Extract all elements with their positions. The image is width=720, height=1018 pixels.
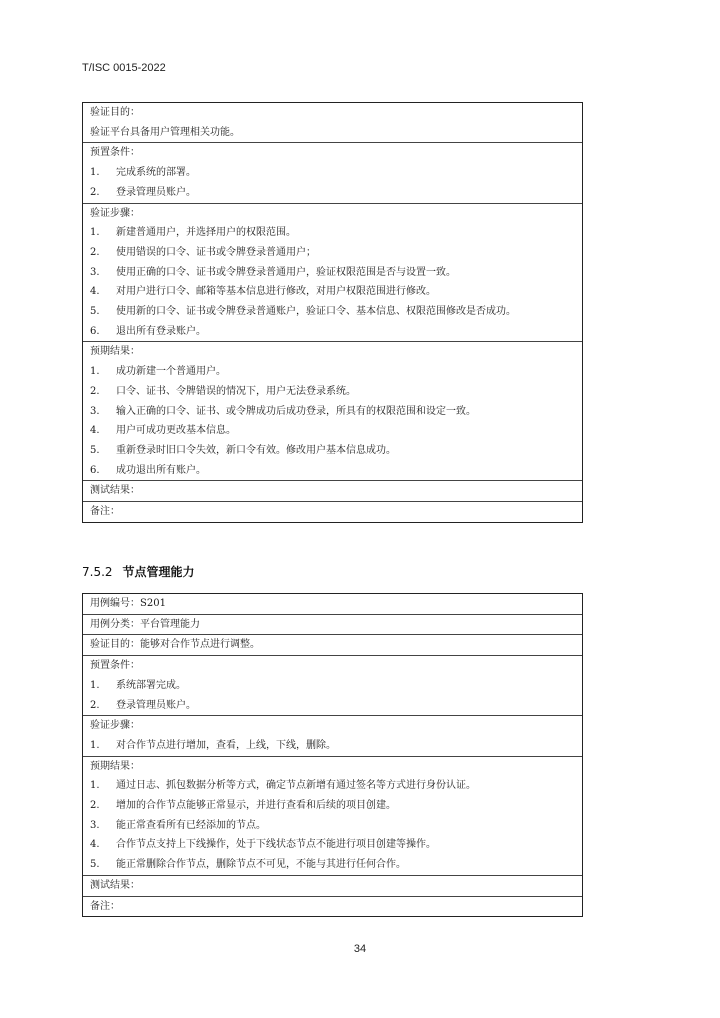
- section-heading: [82, 563, 195, 580]
- item-text: 重新登录时旧口令失效，新口令有效。修改用户基本信息成功。: [116, 444, 396, 456]
- item-text: 对合作节点进行增加，查看，上线，下线，删除。: [116, 739, 336, 751]
- item-number: 1.: [90, 739, 100, 751]
- list-item: [83, 382, 582, 402]
- list-item: [83, 776, 582, 796]
- list-item: [83, 362, 582, 382]
- item-number: 6.: [90, 464, 100, 476]
- list-item: [83, 835, 582, 855]
- list-item: [83, 816, 582, 836]
- case-id: 用例编号：S201: [90, 598, 166, 609]
- list-item: [83, 322, 582, 342]
- item-text: 通过日志、抓包数据分析等方式，确定节点新增有通过签名等方式进行身份认证。: [116, 780, 476, 792]
- list-item: [83, 696, 582, 716]
- item-number: 4.: [90, 839, 100, 851]
- item-text: 能正常查看所有已经添加的节点。: [116, 819, 266, 831]
- item-number: 2.: [90, 699, 100, 711]
- test-result-label: 测试结果：: [83, 480, 582, 501]
- objective-text: 验证平台具备用户管理相关功能。: [90, 126, 240, 138]
- item-number: 4.: [90, 286, 100, 298]
- item-text: 系统部署完成。: [116, 679, 186, 691]
- list-item: [83, 243, 582, 263]
- item-text: 用户可成功更改基本信息。: [116, 425, 236, 437]
- item-number: 2.: [90, 385, 100, 397]
- list-item: [83, 183, 582, 203]
- list-item: [83, 223, 582, 243]
- item-number: 2.: [90, 246, 100, 258]
- expected-results-label: 预期结果：: [83, 756, 582, 777]
- objective: 验证目的：能够对合作节点进行调整。: [83, 634, 582, 655]
- list-item: [83, 263, 582, 283]
- list-item: [83, 461, 582, 481]
- remarks-label: 备注：: [83, 501, 582, 522]
- item-number: 1.: [90, 366, 100, 378]
- item-text: 登录管理员账户。: [116, 699, 196, 711]
- item-text: 对用户进行口令、邮箱等基本信息进行修改，对用户权限范围进行修改。: [116, 286, 436, 298]
- item-number: 5.: [90, 306, 100, 318]
- item-text: 使用正确的口令、证书或令牌登录普通用户，验证权限范围是否与设置一致。: [116, 266, 456, 278]
- list-item: [83, 421, 582, 441]
- item-text: 输入正确的口令、证书、或令牌成功后成功登录，所具有的权限范围和设定一致。: [116, 405, 476, 417]
- test-case-table-user-management: [82, 102, 583, 523]
- item-number: 3.: [90, 266, 100, 278]
- steps-label: 验证步骤：: [83, 203, 582, 224]
- item-number: 3.: [90, 819, 100, 831]
- section-title: 节点管理能力: [122, 565, 195, 579]
- item-number: 1.: [90, 227, 100, 239]
- item-text: 增加的合作节点能够正常显示，并进行查看和后续的项目创建。: [116, 800, 396, 812]
- standard-code: T/ISC 0015-2022: [82, 62, 166, 74]
- item-text: 使用错误的口令、证书或令牌登录普通用户；: [116, 246, 316, 258]
- list-item: [83, 163, 582, 183]
- item-number: 3.: [90, 405, 100, 417]
- list-item: [83, 855, 582, 875]
- test-result-label: 测试结果：: [83, 875, 582, 896]
- item-text: 登录管理员账户。: [116, 186, 196, 198]
- item-number: 2.: [90, 800, 100, 812]
- remarks-label: 备注：: [83, 896, 582, 917]
- objective-label: 验证目的：: [90, 107, 140, 118]
- item-text: 口令、证书、令牌错误的情况下，用户无法登录系统。: [116, 385, 356, 397]
- item-number: 1.: [90, 780, 100, 792]
- item-text: 退出所有登录账户。: [116, 325, 206, 337]
- item-text: 使用新的口令、证书或令牌登录普通账户，验证口令、基本信息、权限范围修改是否成功。: [116, 306, 516, 318]
- item-number: 1.: [90, 679, 100, 691]
- item-number: 5.: [90, 444, 100, 456]
- item-number: 6.: [90, 325, 100, 337]
- item-text: 完成系统的部署。: [116, 167, 196, 179]
- list-item: [83, 302, 582, 322]
- list-item: [83, 282, 582, 302]
- item-text: 新建普通用户，并选择用户的权限范围。: [116, 227, 296, 239]
- item-text: 成功退出所有账户。: [116, 464, 206, 476]
- expected-results-label: 预期结果：: [83, 341, 582, 362]
- list-item: [83, 676, 582, 696]
- test-case-table-node-management: [82, 593, 583, 917]
- steps-label: 验证步骤：: [83, 715, 582, 736]
- list-item: [83, 736, 582, 756]
- item-number: 2.: [90, 186, 100, 198]
- item-text: 成功新建一个普通用户。: [116, 366, 226, 378]
- page-number: 34: [353, 943, 367, 955]
- item-text: 合作节点支持上下线操作，处于下线状态节点不能进行项目创建等操作。: [116, 839, 436, 851]
- list-item: [83, 441, 582, 461]
- item-number: 4.: [90, 425, 100, 437]
- list-item: [83, 796, 582, 816]
- preconditions-label: 预置条件：: [83, 655, 582, 676]
- item-number: 5.: [90, 859, 100, 871]
- item-text: 能正常删除合作节点，删除节点不可见，不能与其进行任何合作。: [116, 859, 406, 871]
- list-item: [83, 402, 582, 422]
- preconditions-label: 预置条件：: [83, 142, 582, 163]
- case-category: 用例分类：平台管理能力: [83, 614, 582, 635]
- item-number: 1.: [90, 167, 100, 179]
- section-number: 7.5.2: [82, 565, 113, 579]
